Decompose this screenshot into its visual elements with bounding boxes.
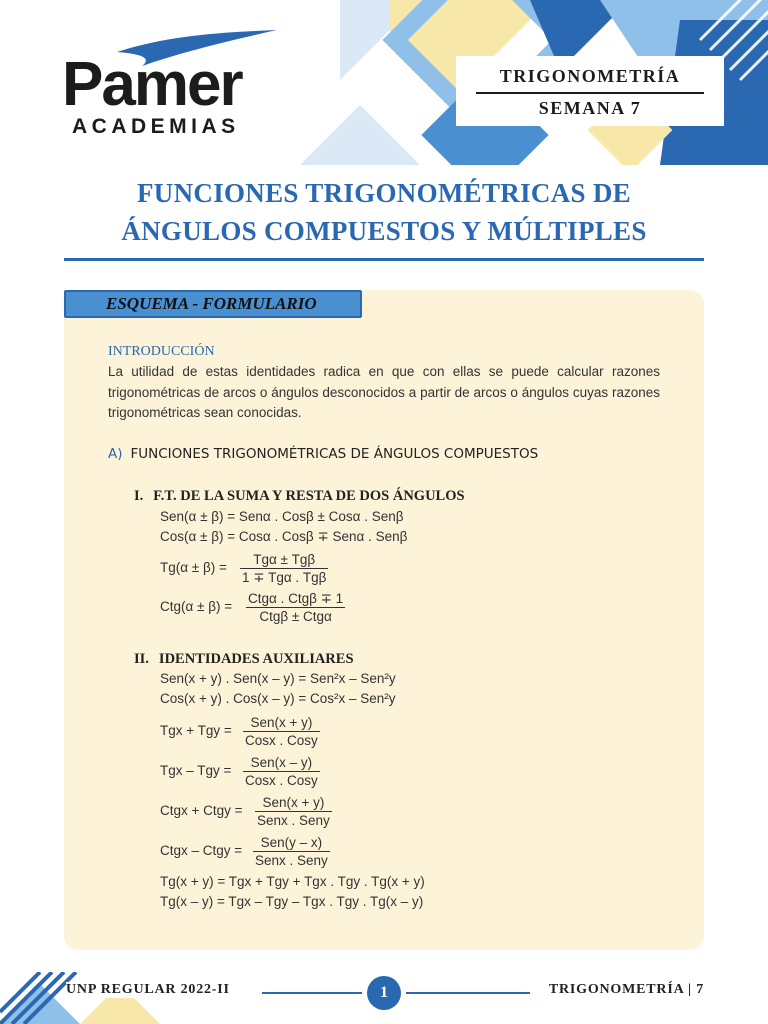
formula-tg-sum-lhs: Tg(α ± β) = xyxy=(160,560,227,575)
formula-tgx-plus-tgy-fraction xyxy=(243,714,320,749)
formula-tgx-plus-tgy-lhs: Tgx + Tgy = xyxy=(160,723,232,738)
formula-ctgx-plus-ctgy-lhs: Ctgx + Ctgy = xyxy=(160,803,243,818)
footer-line-right xyxy=(406,992,530,994)
intro-paragraph: La utilidad de estas identidades radica en que con ellas se puede calcular razones trigonométricas de arcos o ángulos desconocidos a partir de arcos o ángulos cuyas razones trigonométricas sean conocidas. xyxy=(108,364,660,420)
logo-wordmark: Pamer xyxy=(62,50,242,119)
formula-tgx-plus-tgy-numerator: Sen(x + y) xyxy=(243,714,320,732)
subject-tag xyxy=(456,56,724,126)
title-line-2: ÁNGULOS COMPUESTOS Y MÚLTIPLES xyxy=(121,216,647,246)
subsection-1-heading xyxy=(134,486,465,506)
subsection-1-number: I. xyxy=(134,488,144,504)
formula-tg-sum-identity: Tg(x + y) = Tgx + Tgy + Tgx . Tgy . Tg(x + y) xyxy=(160,874,425,889)
pamer-logo xyxy=(62,30,272,140)
formula-tgx-minus-tgy-denominator: Cosx . Cosy xyxy=(245,773,318,788)
introduction xyxy=(108,342,660,424)
formula-ctg-sum-denominator: Ctgβ ± Ctgα xyxy=(259,609,332,624)
subsection-2-heading xyxy=(134,649,354,669)
footer-decoration xyxy=(0,972,200,1024)
footer-pattern xyxy=(0,972,200,1024)
section-a-title: FUNCIONES TRIGONOMÉTRICAS DE ÁNGULOS COMPUESTOS xyxy=(130,446,539,462)
formula-tg-sum-fraction xyxy=(240,551,328,586)
page-number: 1 xyxy=(367,976,401,1010)
formula-ctgx-minus-ctgy-lhs: Ctgx – Ctgy = xyxy=(160,843,243,858)
week-label: SEMANA 7 xyxy=(538,98,642,118)
logo-subtitle: ACADEMIAS xyxy=(72,115,240,138)
title-line-1: FUNCIONES TRIGONOMÉTRICAS DE xyxy=(137,178,631,208)
subject-name: TRIGONOMETRÍA xyxy=(499,66,681,86)
subject-divider xyxy=(476,92,704,94)
formula-ctgx-minus-ctgy-denominator: Senx . Seny xyxy=(255,853,328,868)
page-title xyxy=(40,174,728,250)
formula-cos-product: Cos(x + y) . Cos(x – y) = Cos²x – Sen²y xyxy=(160,691,396,706)
section-label xyxy=(64,290,362,318)
formula-cos-sum: Cos(α ± β) = Cosα . Cosβ ∓ Senα . Senβ xyxy=(160,529,408,544)
footer-course: UNP REGULAR 2022-II xyxy=(66,982,236,998)
formula-ctgx-plus-ctgy-numerator: Sen(x + y) xyxy=(255,794,332,812)
formula-ctg-sum-numerator: Ctgα . Ctgβ ∓ 1 xyxy=(248,591,344,606)
subsection-2-title: IDENTIDADES AUXILIARES xyxy=(158,651,354,667)
formula-tgx-minus-tgy-fraction xyxy=(243,754,320,789)
formula-tg-sum-numerator: Tgα ± Tgβ xyxy=(240,551,328,569)
title-rule xyxy=(64,258,704,261)
formula-ctgx-plus-ctgy-denominator: Senx . Seny xyxy=(257,813,330,828)
formula-tg-sum-denominator: 1 ∓ Tgα . Tgβ xyxy=(242,570,327,585)
formula-ctgx-minus-ctgy-numerator: Sen(y – x) xyxy=(253,834,330,852)
formula-tgx-plus-tgy-denominator: Cosx . Cosy xyxy=(245,733,318,748)
section-label-text: ESQUEMA - FORMULARIO xyxy=(106,294,317,313)
formula-tg-diff-identity: Tg(x – y) = Tgx – Tgy – Tgx . Tgy . Tg(x – y) xyxy=(160,894,424,909)
section-a-heading xyxy=(108,444,538,464)
section-a-label: A) xyxy=(108,446,123,462)
subsection-2-number: II. xyxy=(134,651,149,667)
formula-ctgx-minus-ctgy-fraction xyxy=(253,834,330,869)
formula-ctg-sum-lhs: Ctg(α ± β) = xyxy=(160,599,233,614)
formula-tgx-minus-tgy-numerator: Sen(x – y) xyxy=(243,754,320,772)
intro-heading: INTRODUCCIÓN xyxy=(108,344,215,359)
formula-tgx-minus-tgy-lhs: Tgx – Tgy = xyxy=(160,763,232,778)
formula-sen-sum: Sen(α ± β) = Senα . Cosβ ± Cosα . Senβ xyxy=(160,509,404,524)
formula-ctg-sum-fraction xyxy=(246,590,345,625)
formula-ctgx-plus-ctgy-fraction xyxy=(255,794,332,829)
subsection-1-title: F.T. DE LA SUMA Y RESTA DE DOS ÁNGULOS xyxy=(153,488,465,504)
formula-sen-product: Sen(x + y) . Sen(x – y) = Sen²x – Sen²y xyxy=(160,671,396,686)
footer-subject: TRIGONOMETRÍA | 7 xyxy=(548,982,704,997)
footer-line-left xyxy=(262,992,362,994)
